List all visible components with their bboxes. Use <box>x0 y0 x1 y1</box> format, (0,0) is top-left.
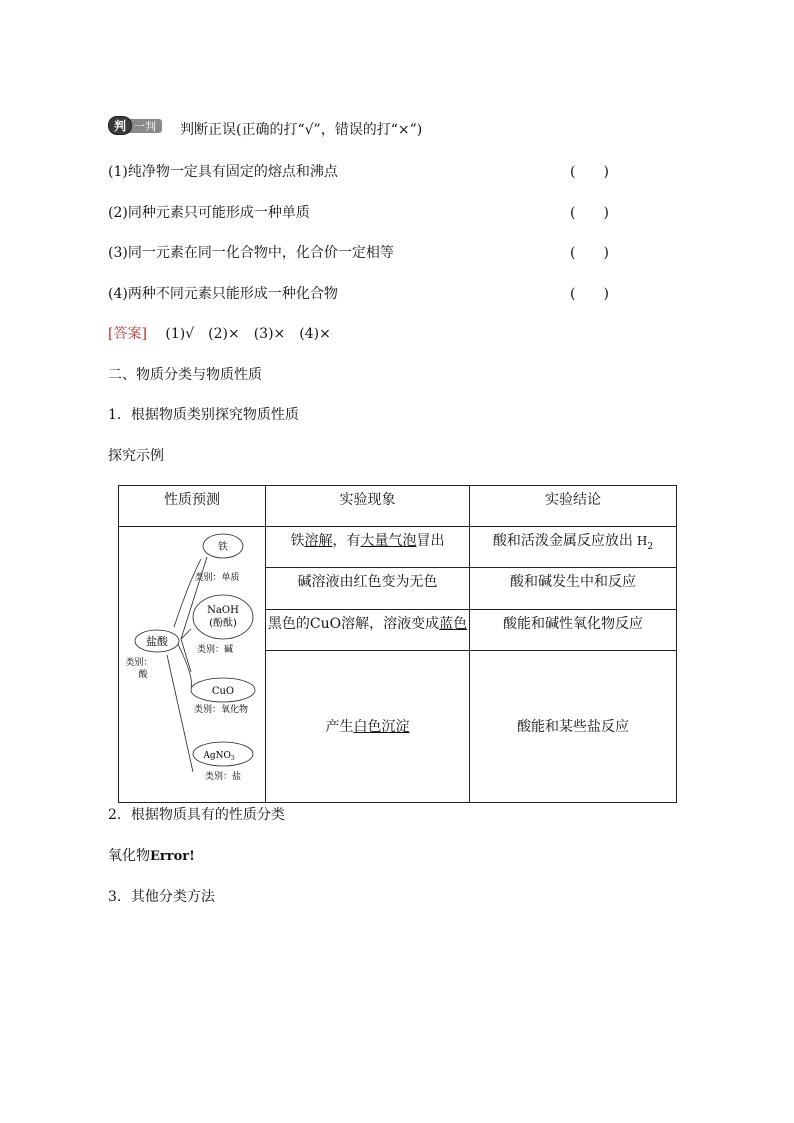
example-label: 探究示例 <box>108 448 164 464</box>
phenomenon-row-2: 碱溶液由红色变为无色 <box>266 568 470 609</box>
section2-title: 二、物质分类与物质性质 <box>108 367 262 383</box>
oxide-line <box>108 845 195 865</box>
iron-category: 类别：单质 <box>194 573 240 583</box>
answer-line <box>108 323 331 343</box>
question-1-blank: ( ) <box>570 164 609 180</box>
question-2: (2)同种元素只可能形成一种单质 <box>108 205 310 221</box>
center-category-2: 酸 <box>138 670 148 680</box>
center-label: 盐酸 <box>146 635 168 648</box>
phenomenon-row-1: 铁溶解，有大量气泡冒出 <box>266 527 470 568</box>
answer-values: (1)√ (2)× (3)× (4)× <box>165 326 331 342</box>
diagram-svg <box>119 527 265 802</box>
conclusion-row-1: 酸和活泼金属反应放出 $H_2$ <box>470 527 677 568</box>
answer-label: [答案] <box>108 326 147 342</box>
judge-badge <box>108 117 162 134</box>
section2-sub2: 2．根据物质具有的性质分类 <box>108 807 285 823</box>
agno3-label: AgNO$_3$ <box>203 751 235 762</box>
line-to-cuo-a <box>181 639 191 672</box>
cuo-label: CuO <box>211 686 235 697</box>
question-3: (3)同一元素在同一化合物中，化合价一定相等 <box>108 245 394 261</box>
section2-sub1: 1．根据物质类别探究物质性质 <box>108 407 299 423</box>
naoh-category: 类别：碱 <box>196 645 234 655</box>
conclusion-row-3: 酸能和碱性氧化物反应 <box>470 609 677 650</box>
center-category-1: 类别： <box>125 658 153 668</box>
section2-sub3: 3．其他分类方法 <box>108 889 215 905</box>
question-1: (1)纯净物一定具有固定的熔点和沸点 <box>108 164 338 180</box>
question-3-blank: ( ) <box>570 245 609 261</box>
question-4: (4)两种不同元素只能形成一种化合物 <box>108 286 338 302</box>
header-prediction: 性质预测 <box>119 486 266 527</box>
classification-diagram <box>119 527 266 803</box>
oxide-text: 氧化物 <box>108 848 150 864</box>
badge-tail: 一判 <box>124 119 162 133</box>
conclusion-row-4: 酸能和某些盐反应 <box>470 650 677 802</box>
cuo-category: 类别：氧化物 <box>193 705 249 715</box>
agno3-category: 类别：盐 <box>204 772 242 782</box>
phenomenon-row-4: 产生白色沉淀 <box>266 650 470 802</box>
phenomenon-row-3: 黑色的CuO溶解，溶液变成蓝色 <box>266 609 470 650</box>
conclusion-row-2: 酸和碱发生中和反应 <box>470 568 677 609</box>
header-conclusion: 实验结论 <box>470 486 677 527</box>
header-phenomenon: 实验现象 <box>266 486 470 527</box>
error-text: Error! <box>150 849 195 864</box>
instruction-text: 判断正误(正确的打“√”，错误的打“×”) <box>180 122 423 138</box>
experiment-table <box>118 485 677 803</box>
line-to-agno3 <box>167 655 193 772</box>
naoh-label-2: (酚酞) <box>209 618 237 629</box>
iron-label: 铁 <box>218 542 228 553</box>
question-2-blank: ( ) <box>570 205 609 221</box>
naoh-label-1: NaOH <box>207 605 239 616</box>
naoh-ellipse <box>193 595 253 639</box>
badge-main: 判 <box>108 116 132 135</box>
question-4-blank: ( ) <box>570 286 609 302</box>
